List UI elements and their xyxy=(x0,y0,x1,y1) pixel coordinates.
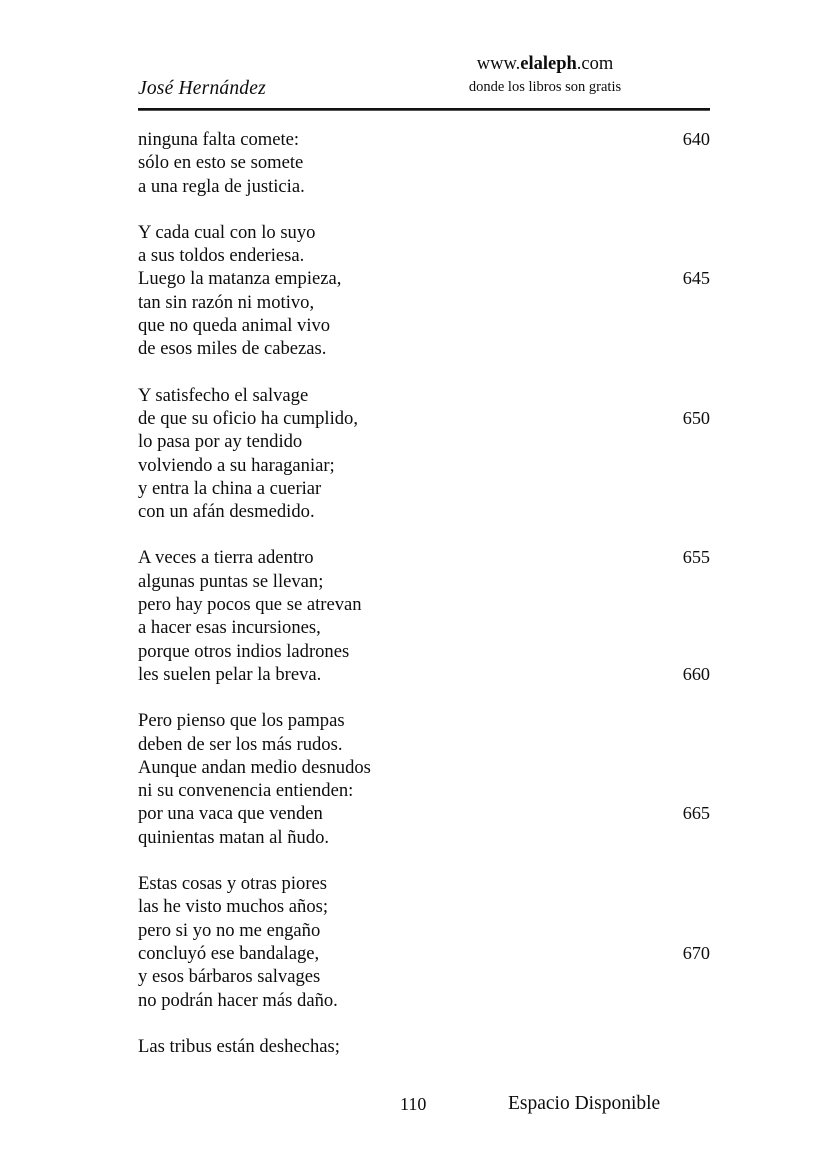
verse-text: volviendo a su haraganiar; xyxy=(138,454,335,476)
verse-line xyxy=(138,989,710,1012)
stanza xyxy=(138,872,710,1012)
publisher-url xyxy=(380,52,710,76)
verse-text: Pero pienso que los pampas xyxy=(138,710,345,732)
verse-text: Luego la matanza empieza, xyxy=(138,268,342,290)
verse-line xyxy=(138,872,710,895)
verse-line xyxy=(138,616,710,639)
verse-line xyxy=(138,267,710,290)
publisher-block xyxy=(380,52,710,98)
stanza xyxy=(138,384,710,524)
verse-line xyxy=(138,733,710,756)
verse-text: que no queda animal vivo xyxy=(138,315,331,337)
verse-text: lo pasa por ay tendido xyxy=(138,431,303,453)
url-brand: elaleph xyxy=(520,54,577,74)
verse-text: no podrán hacer más daño. xyxy=(138,989,338,1011)
verse-text: Y cada cual con lo suyo xyxy=(138,221,316,243)
verse-text: y entra la china a cueriar xyxy=(138,477,322,499)
footer-note: Espacio Disponible xyxy=(508,1093,661,1114)
verse-line-number: 645 xyxy=(682,268,710,289)
verse-text: A veces a tierra adentro xyxy=(138,547,314,569)
verse-line xyxy=(138,430,710,453)
verse-line xyxy=(138,500,710,523)
publisher-tagline: donde los libros son gratis xyxy=(468,79,622,95)
verse-text: pero hay pocos que se atrevan xyxy=(138,594,362,616)
stanza xyxy=(138,546,710,686)
verse-text: Estas cosas y otras piores xyxy=(138,873,327,895)
verse-line xyxy=(138,779,710,802)
verse-line xyxy=(138,802,710,825)
verse-text: de esos miles de cabezas. xyxy=(138,338,327,360)
verse-line xyxy=(138,407,710,430)
verse-line xyxy=(138,1035,710,1058)
verse-line xyxy=(138,570,710,593)
verse-line xyxy=(138,942,710,965)
verse-text: concluyó ese bandalage, xyxy=(138,942,320,964)
verse-line xyxy=(138,314,710,337)
url-prefix: www. xyxy=(476,54,521,74)
verse-text: Las tribus están deshechas; xyxy=(138,1035,340,1057)
verse-text: pero si yo no me engaño xyxy=(138,919,321,941)
verse-line xyxy=(138,593,710,616)
verse-text: sólo en esto se somete xyxy=(138,152,304,174)
page-number: 110 xyxy=(400,1094,427,1114)
verse-line-number: 670 xyxy=(682,942,710,963)
verse-text: algunas puntas se llevan; xyxy=(138,570,324,592)
verse-text: les suelen pelar la breva. xyxy=(138,663,322,685)
verse-line xyxy=(138,128,710,151)
verse-line xyxy=(138,895,710,918)
verse-line xyxy=(138,454,710,477)
verse-line xyxy=(138,965,710,988)
verse-text: ni su convenencia entienden: xyxy=(138,780,354,802)
verse-line xyxy=(138,221,710,244)
verse-line xyxy=(138,151,710,174)
verse-line xyxy=(138,175,710,198)
verse-line-number: 655 xyxy=(682,547,710,568)
verse-text: las he visto muchos años; xyxy=(138,896,329,918)
verse-text: ninguna falta comete: xyxy=(138,129,300,150)
verse-text: a sus toldos enderiesa. xyxy=(138,245,305,267)
verse-line xyxy=(138,663,710,686)
stanza xyxy=(138,1035,710,1058)
verse-line xyxy=(138,546,710,569)
verse-text: Aunque andan medio desnudos xyxy=(138,756,371,778)
page-footer xyxy=(138,1090,710,1124)
page-header xyxy=(138,52,710,108)
verse-line-number: 665 xyxy=(682,803,710,824)
verse-text: a una regla de justicia. xyxy=(138,175,305,197)
verse-line xyxy=(138,640,710,663)
verse-text: y esos bárbaros salvages xyxy=(138,966,321,988)
header-divider xyxy=(138,108,710,111)
stanza xyxy=(138,128,710,198)
verse-line xyxy=(138,919,710,942)
verse-line-number: 660 xyxy=(682,663,710,684)
verse-text: Y satisfecho el salvage xyxy=(138,384,309,406)
poem-body xyxy=(138,128,710,1081)
verse-line xyxy=(138,337,710,360)
verse-text: por una vaca que venden xyxy=(138,803,323,825)
url-suffix: .com xyxy=(576,54,614,74)
stanza xyxy=(138,709,710,849)
verse-line xyxy=(138,826,710,849)
stanza xyxy=(138,221,710,361)
verse-line xyxy=(138,384,710,407)
verse-line xyxy=(138,477,710,500)
verse-text: tan sin razón ni motivo, xyxy=(138,291,315,313)
verse-line xyxy=(138,291,710,314)
verse-text: quinientas matan al ñudo. xyxy=(138,826,330,848)
verse-line xyxy=(138,756,710,779)
verse-text: con un afán desmedido. xyxy=(138,501,315,523)
verse-line xyxy=(138,244,710,267)
verse-line-number: 650 xyxy=(682,407,710,428)
verse-text: deben de ser los más rudos. xyxy=(138,733,343,755)
verse-text: a hacer esas incursiones, xyxy=(138,617,321,639)
verse-text: porque otros indios ladrones xyxy=(138,640,350,662)
verse-line xyxy=(138,709,710,732)
verse-line-number: 640 xyxy=(682,129,710,149)
verse-text: de que su oficio ha cumplido, xyxy=(138,407,358,429)
author-name: José Hernández xyxy=(138,78,266,99)
